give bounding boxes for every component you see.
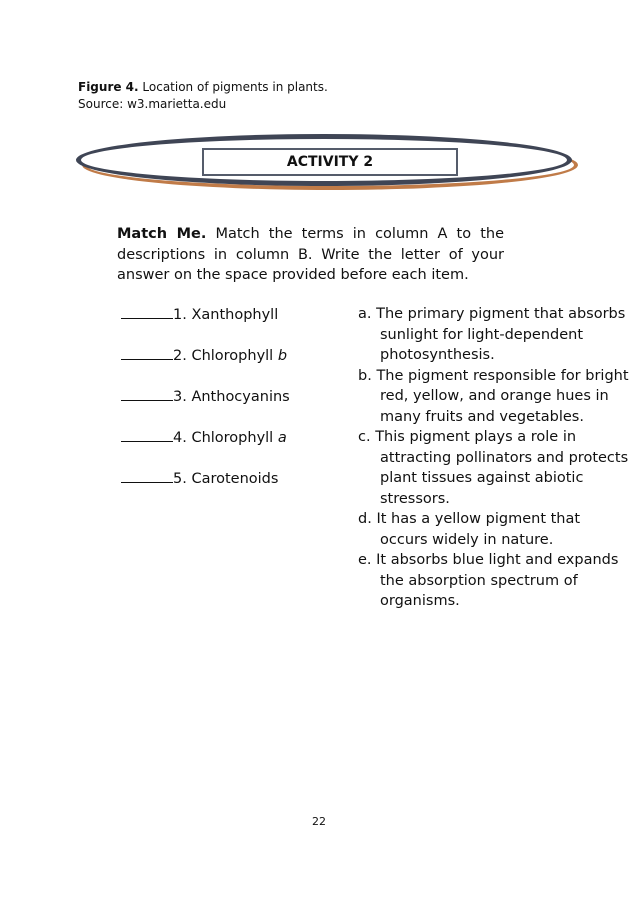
column-a: [121, 304, 290, 509]
item-number: 2.: [173, 348, 192, 364]
item-letter: c.: [358, 429, 376, 445]
item-number: 3.: [173, 389, 192, 405]
answer-blank[interactable]: [121, 468, 173, 483]
column-b: [358, 304, 632, 612]
item-term: Chlorophyll: [191, 348, 278, 364]
column-b-item: [358, 304, 632, 366]
item-description: It absorbs blue light and expands the absorption spectrum of organisms.: [376, 552, 619, 609]
item-letter: d.: [358, 511, 377, 527]
item-term: Carotenoids: [191, 471, 279, 487]
item-letter: e.: [358, 552, 377, 568]
item-number: 5.: [173, 471, 192, 487]
item-description: The primary pigment that absorbs sunlight for light-dependent photosynthesis.: [376, 306, 626, 363]
answer-blank[interactable]: [121, 427, 173, 442]
column-b-item: [358, 366, 632, 428]
column-b-item: [358, 550, 632, 612]
item-letter: a.: [358, 306, 377, 322]
item-description: It has a yellow pigment that occurs widely in nature.: [376, 511, 581, 548]
item-description: The pigment responsible for bright red, yellow, and orange hues in many fruits and vegetables.: [376, 367, 629, 425]
figure-label: Figure 4.: [78, 80, 139, 94]
item-term: Xanthophyll: [191, 307, 279, 323]
figure-caption-text: Location of pigments in plants.: [138, 80, 328, 94]
item-number: 4.: [173, 430, 192, 446]
instructions: [117, 224, 504, 286]
column-a-item: [121, 427, 290, 448]
column-a-item: [121, 468, 290, 489]
item-description: This pigment plays a role in attracting pollinators and protects plant tissues against abiotic stressors.: [375, 429, 629, 507]
column-b-item: [358, 427, 632, 509]
answer-blank[interactable]: [121, 304, 173, 319]
item-letter: b.: [358, 367, 377, 384]
item-term: Anthocyanins: [191, 389, 290, 405]
column-a-item: [121, 345, 290, 366]
column-a-item: [121, 304, 290, 325]
answer-blank[interactable]: [121, 386, 173, 401]
figure-caption: [78, 79, 328, 113]
answer-blank[interactable]: [121, 345, 173, 360]
figure-source: Source: w3.marietta.edu: [78, 97, 227, 111]
column-a-item: [121, 386, 290, 407]
column-b-item: [358, 509, 632, 550]
item-term-suffix: b: [277, 348, 288, 364]
page-number: 22: [312, 815, 326, 828]
activity-title: ACTIVITY 2: [202, 148, 458, 176]
instructions-lead: Match Me.: [117, 226, 207, 242]
instructions-text: Match the terms in column A to the descriptions in column B. Write the letter of your answer on the space provided before each item.: [117, 226, 504, 283]
item-term: Chlorophyll: [191, 430, 278, 446]
item-term-suffix: a: [277, 430, 287, 446]
item-number: 1.: [173, 307, 192, 323]
activity-banner: [76, 132, 582, 194]
